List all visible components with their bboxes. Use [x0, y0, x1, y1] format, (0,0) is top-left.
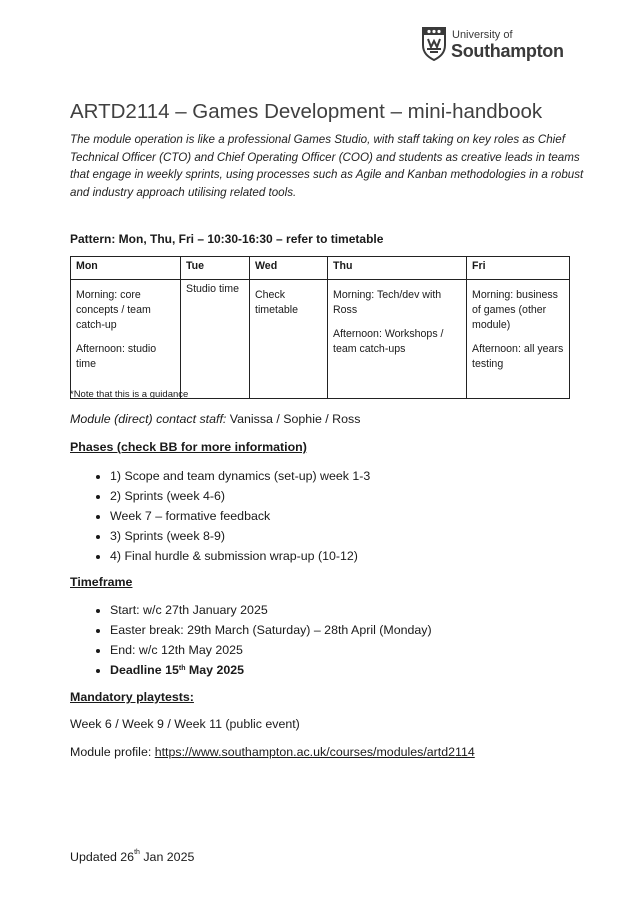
- tue-text: Studio time: [186, 283, 239, 295]
- pattern-heading: Pattern: Mon, Thu, Fri – 10:30-16:30 – refer to timetable: [70, 232, 384, 246]
- cell-wed: [250, 280, 328, 399]
- updated-month: Jan 2025: [139, 850, 195, 864]
- thu-morning: Morning: Tech/dev with Ross: [333, 289, 442, 316]
- cell-fri: [467, 280, 570, 399]
- fri-morning: Morning: business of games (other module): [472, 289, 558, 331]
- updated-text: Updated 26: [70, 850, 135, 864]
- updated-date: [70, 850, 194, 864]
- list-item: • 3) Sprints (week 8-9): [110, 526, 370, 546]
- list-item: • Start: w/c 27th January 2025: [110, 600, 432, 620]
- timeframe-list: [88, 600, 432, 680]
- timetable: [70, 256, 570, 399]
- module-profile: [70, 745, 475, 759]
- wed-text: Check timetable: [255, 289, 298, 316]
- list-item: • 1) Scope and team dynamics (set-up) week 1-3: [110, 466, 370, 486]
- day-header-wed: Wed: [250, 257, 328, 280]
- list-item: • Easter break: 29th March (Saturday) – 28th April (Monday): [110, 620, 432, 640]
- list-item: • 4) Final hurdle & submission wrap-up (10-12): [110, 546, 370, 566]
- logo-line-1: University of: [452, 29, 513, 41]
- cell-thu: [328, 280, 467, 399]
- updated-ordinal: th: [134, 849, 140, 856]
- list-item: • End: w/c 12th May 2025: [110, 640, 432, 660]
- university-logo: [421, 27, 571, 65]
- mon-afternoon: Afternoon: studio time: [76, 343, 157, 370]
- deadline-ordinal: th: [178, 665, 186, 672]
- phases-list: [88, 466, 370, 566]
- day-header-fri: Fri: [467, 257, 570, 280]
- thu-afternoon: Afternoon: Workshops / team catch-ups: [333, 328, 444, 355]
- deadline-text: Deadline 15: [110, 663, 179, 677]
- day-header-mon: Mon: [71, 257, 181, 280]
- profile-label: Module profile:: [70, 745, 155, 759]
- cell-tue: [181, 280, 250, 399]
- contact-staff: [70, 412, 360, 426]
- day-header-thu: Thu: [328, 257, 467, 280]
- university-crest-icon: [421, 27, 447, 61]
- list-item: • Week 7 – formative feedback: [110, 506, 370, 526]
- phases-heading: Phases (check BB for more information): [70, 440, 307, 454]
- contact-names: Vanissa / Sophie / Ross: [226, 412, 361, 426]
- list-item: • 2) Sprints (week 4-6): [110, 486, 370, 506]
- intro-paragraph: The module operation is like a professional Games Studio, with staff taking on key roles as Chief Technical Officer (CTO) and Chief Operating Officer (COO) and students as creative leads in teams that engage in weekly sprints, using processes such as Agile and Kanban methodologies in a robust and industry approach utilising related tools.: [70, 133, 584, 199]
- deadline-month: May 2025: [185, 663, 245, 677]
- logo-line-2: Southampton: [451, 41, 564, 61]
- cell-mon: [71, 280, 181, 399]
- mon-morning: Morning: core concepts / team catch-up: [76, 289, 151, 331]
- playtests-heading: Mandatory playtests:: [70, 690, 194, 704]
- playtests-text: Week 6 / Week 9 / Week 11 (public event): [70, 717, 300, 731]
- deadline-item: [110, 660, 432, 680]
- document-title: ARTD2114 – Games Development – mini-handbook: [70, 100, 543, 123]
- profile-link[interactable]: https://www.southampton.ac.uk/courses/modules/artd2114: [154, 745, 475, 759]
- timetable-body-row: [71, 280, 570, 399]
- fri-afternoon: Afternoon: all years testing: [472, 343, 564, 370]
- contact-label: Module (direct) contact staff:: [70, 412, 227, 426]
- guidance-note: *Note that this is a guidance: [70, 389, 189, 400]
- timetable-header-row: [71, 257, 570, 280]
- day-header-tue: Tue: [181, 257, 250, 280]
- timeframe-heading: Timeframe: [70, 575, 133, 589]
